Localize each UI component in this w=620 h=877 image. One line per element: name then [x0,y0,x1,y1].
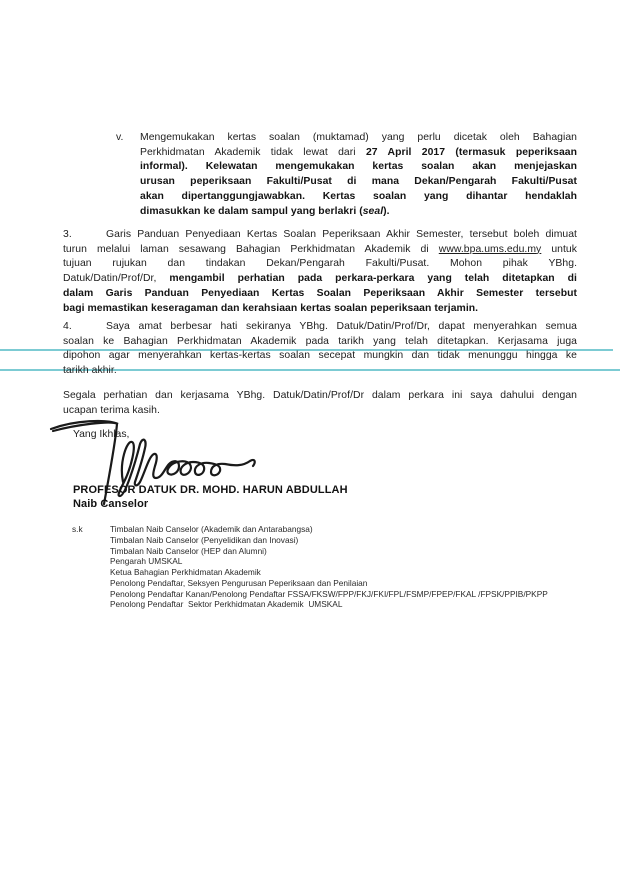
text-line: soalan ke Bahagian Perkhidmatan Akademik pada tarikh yang telah ditetapkan. Kerjasama juga [63,335,577,347]
text-line: urusan peperiksaan Fakulti/Pusat di mana Dekan/Pengarah Fakulti/Pusat [140,176,577,188]
paragraph-4 [63,320,577,379]
cc-list [110,524,548,610]
text-line: dalam Garis Panduan Penyediaan Kertas Soalan Peperiksaan Akhir Semester tersebut [63,287,577,299]
text-line: tujuan rujukan dan tindakan Dekan/Pengarah Fakulti/Pusat. Mohon pihak YBhg. [63,258,577,270]
cc-item: Penolong Pendaftar, Seksyen Pengurusan Peperiksaan dan Penilaian [110,577,368,588]
cc-label: s.k [72,524,83,534]
cc-item: Penolong Pendaftar Sektor Perkhidmatan Akademik UMSKAL [110,599,343,610]
text-line: Segala perhatian dan kerjasama YBhg. Datuk/Datin/Prof/Dr dalam perkara ini saya dahului dengan [63,390,577,401]
text-line: akan dipertanggungjawabkan. Kertas soalan yang dihantar hendaklah [140,190,577,202]
text-line: bagi memastikan keseragaman dan kerahsiaan kertas soalan peperiksaan terjamin. [63,302,479,314]
paragraph-item-v [116,131,578,219]
text-line: ucapan terima kasih. [63,404,160,416]
cc-item: Penolong Pendaftar Kanan/Penolong Pendaftar FSSA/FKSW/FPP/FKJ/FKI/FPL/FSMP/FPEP/FKAL /FPSK/PPIB/PKPP [110,588,548,599]
text-line: turun melalui laman sesawang Bahagian Perkhidmatan Akademik di www.bpa.ums.edu.my untuk [63,243,578,255]
text-line: Datuk/Datin/Prof/Dr, mengambil perhatian pada perkara-perkara yang telah ditetapkan di [63,273,577,285]
cc-item: Timbalan Naib Canselor (Penyelidikan dan Inovasi) [110,534,299,545]
paragraph-3 [63,228,577,316]
cc-item: Pengarah UMSKAL [110,556,183,567]
cc-block [72,524,548,610]
text-line: 4. Saya amat berbesar hati sekiranya YBhg. Datuk/Datin/Prof/Dr, dapat menyerahkan semua [63,320,577,335]
signatory-block [73,484,348,511]
closing-paragraph [63,389,577,418]
cc-item: Timbalan Naib Canselor (HEP dan Alumni) [110,545,267,556]
paragraph-number: v. [116,132,124,143]
paragraph-number: 3. [63,229,72,240]
text-line: Perkhidmatan Akademik tidak lewat dari 27 April 2017 (termasuk peperiksaan [140,146,578,158]
text-line: dimasukkan ke dalam sampul yang berlakri (seal). [140,205,390,217]
text-line: dipohon agar menyerahkan kertas-kertas soalan secepat mungkin dan tidak menunggu hingga ke [63,350,577,362]
paragraph-number: 4. [63,321,72,332]
salutation: Yang Ikhlas, [73,429,130,440]
text-line: 3. Garis Panduan Penyediaan Kertas Soalan Peperiksaan Akhir Semester, tersebut boleh dimuat [63,228,577,243]
cc-item: Timbalan Naib Canselor (Akademik dan Antarabangsa) [110,524,313,534]
text-line: tarikh akhir. [63,365,117,377]
signatory-title: Naib Canselor [73,497,149,510]
text-line: informal). Kelewatan mengemukakan kertas soalan akan menjejaskan [140,161,577,173]
cc-item: Ketua Bahagian Perkhidmatan Akademik [110,567,261,577]
signatory-name: PROFESOR DATUK DR. MOHD. HARUN ABDULLAH [73,484,348,496]
text-line: v. Mengemukakan kertas soalan (muktamad) yang perlu dicetak oleh Bahagian [140,131,577,146]
